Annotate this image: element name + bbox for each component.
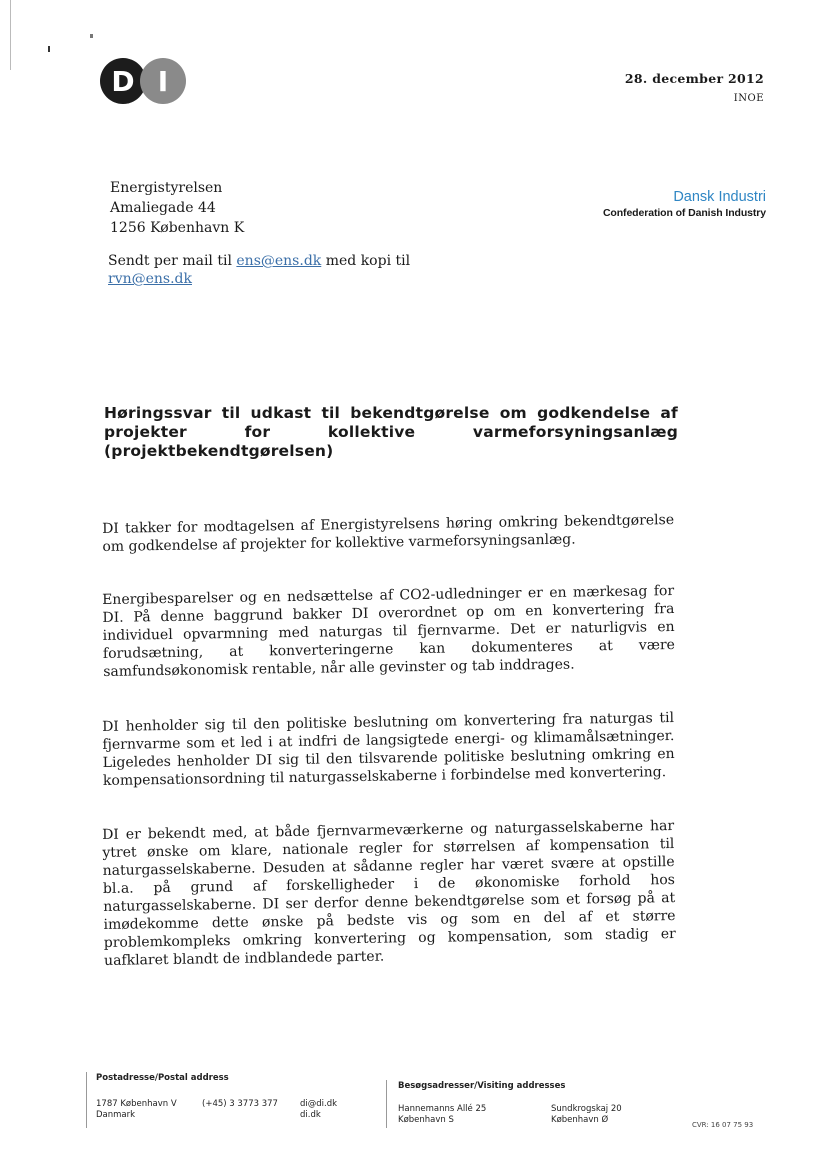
scan-edge-line (10, 0, 11, 70)
logo-circle-d: D (100, 58, 146, 104)
body-paragraph-4: DI er bekendt med, at både fjernvarmeværkerne og naturgasselskaberne har ytret ønske om klare, nationale regler for størrelsen af kompensation til naturgasselskaberne. Desuden at sådanne regler har været svære at opstille bl.a. på grund af forskelligheder i de økonomiske forhold hos naturgasselskaberne. DI ser derfor denne bekendtgørelse som et forsøg på at imødekomme dette ønske på bedste vis og som en del af et større problemkompleks omkring konvertering og kompensation, som stadig er uafklaret blandt de indblandede parter. (102, 818, 676, 969)
recipient-street: Amaliegade 44 (110, 200, 216, 216)
recipient-city: 1256 København K (110, 220, 245, 236)
visit2-street: Sundkrogskaj 20 (551, 1104, 622, 1114)
phone-number: (+45) 3 3773 377 (202, 1099, 278, 1109)
email-link-ens[interactable]: ens@ens.dk (236, 253, 322, 269)
brand-subtitle: Confederation of Danish Industry (602, 207, 766, 219)
footer-divider (386, 1080, 387, 1128)
letter-subject: Høringssvar til udkast til bekendtgørelse om godkendelse af projekter for kollektive varmeforsyningsanlæg (projektbekendtgørelsen) (104, 404, 678, 460)
sent-prefix: Sendt per mail til (108, 253, 237, 269)
footer-divider (86, 1072, 87, 1128)
recipient-address (110, 178, 244, 238)
body-paragraph-3: DI henholder sig til den politiske beslutning om konvertering fra naturgas til fjernvarme som et led i at indfri de langsigtede energi- og klimamålsætninger. Ligeledes henholder DI sig til den tilsvarende politiske beslutning omkring en kompensationsordning til naturgasselskaberne i forbindelse med konvertering. (102, 710, 675, 789)
visit1-city: København S (398, 1115, 454, 1125)
brand-name: Dansk Industri (673, 189, 766, 205)
postal-line-1: 1787 København V (96, 1099, 177, 1109)
visit1-street: Hannemanns Allé 25 (398, 1104, 487, 1114)
logo-circle-i: I (140, 58, 186, 104)
postal-address (96, 1099, 177, 1121)
author-initials: INOE (733, 93, 764, 104)
email-link-rvn[interactable]: rvn@ens.dk (108, 271, 192, 287)
visit2-city: København Ø (551, 1115, 609, 1125)
body-paragraph-2: Energibesparelser og en nedsættelse af CO2-udledninger er en mærkesag for DI. På denne baggrund bakker DI overordnet op om en konvertering fra individuel opvarmning med naturgas til fjernvarme. Det er naturligvis en forudsætning, at konverteringerne kan dokumenteres at være samfundsøkonomisk rentable, når alle gevinster og tab inddrages. (102, 583, 676, 680)
di-logo (100, 58, 186, 104)
contact-email[interactable]: di@di.dk (300, 1099, 338, 1109)
visiting-address-2 (551, 1104, 622, 1126)
sent-middle: med kopi til (321, 253, 411, 269)
letter-date: 28. december 2012 (624, 71, 764, 86)
scan-mark (48, 46, 50, 52)
visiting-address-1 (398, 1104, 486, 1126)
recipient-name: Energistyrelsen (110, 180, 223, 196)
sender-brand (603, 189, 766, 219)
cvr-number: CVR: 16 07 75 93 (692, 1121, 754, 1129)
postal-address-label: Postadresse/Postal address (96, 1073, 229, 1083)
visiting-address-label: Besøgsadresser/Visiting addresses (398, 1081, 566, 1091)
contact-online (300, 1099, 337, 1121)
scan-mark (90, 34, 93, 38)
sent-by-mail-note (108, 252, 438, 288)
contact-web[interactable]: di.dk (300, 1110, 321, 1120)
body-paragraph-1: DI takker for modtagelsen af Energistyrelsens høring omkring bekendtgørelse om godkendelse af projekter for kollektive varmeforsyningsanlæg. (102, 512, 675, 555)
postal-line-2: Danmark (96, 1110, 136, 1120)
